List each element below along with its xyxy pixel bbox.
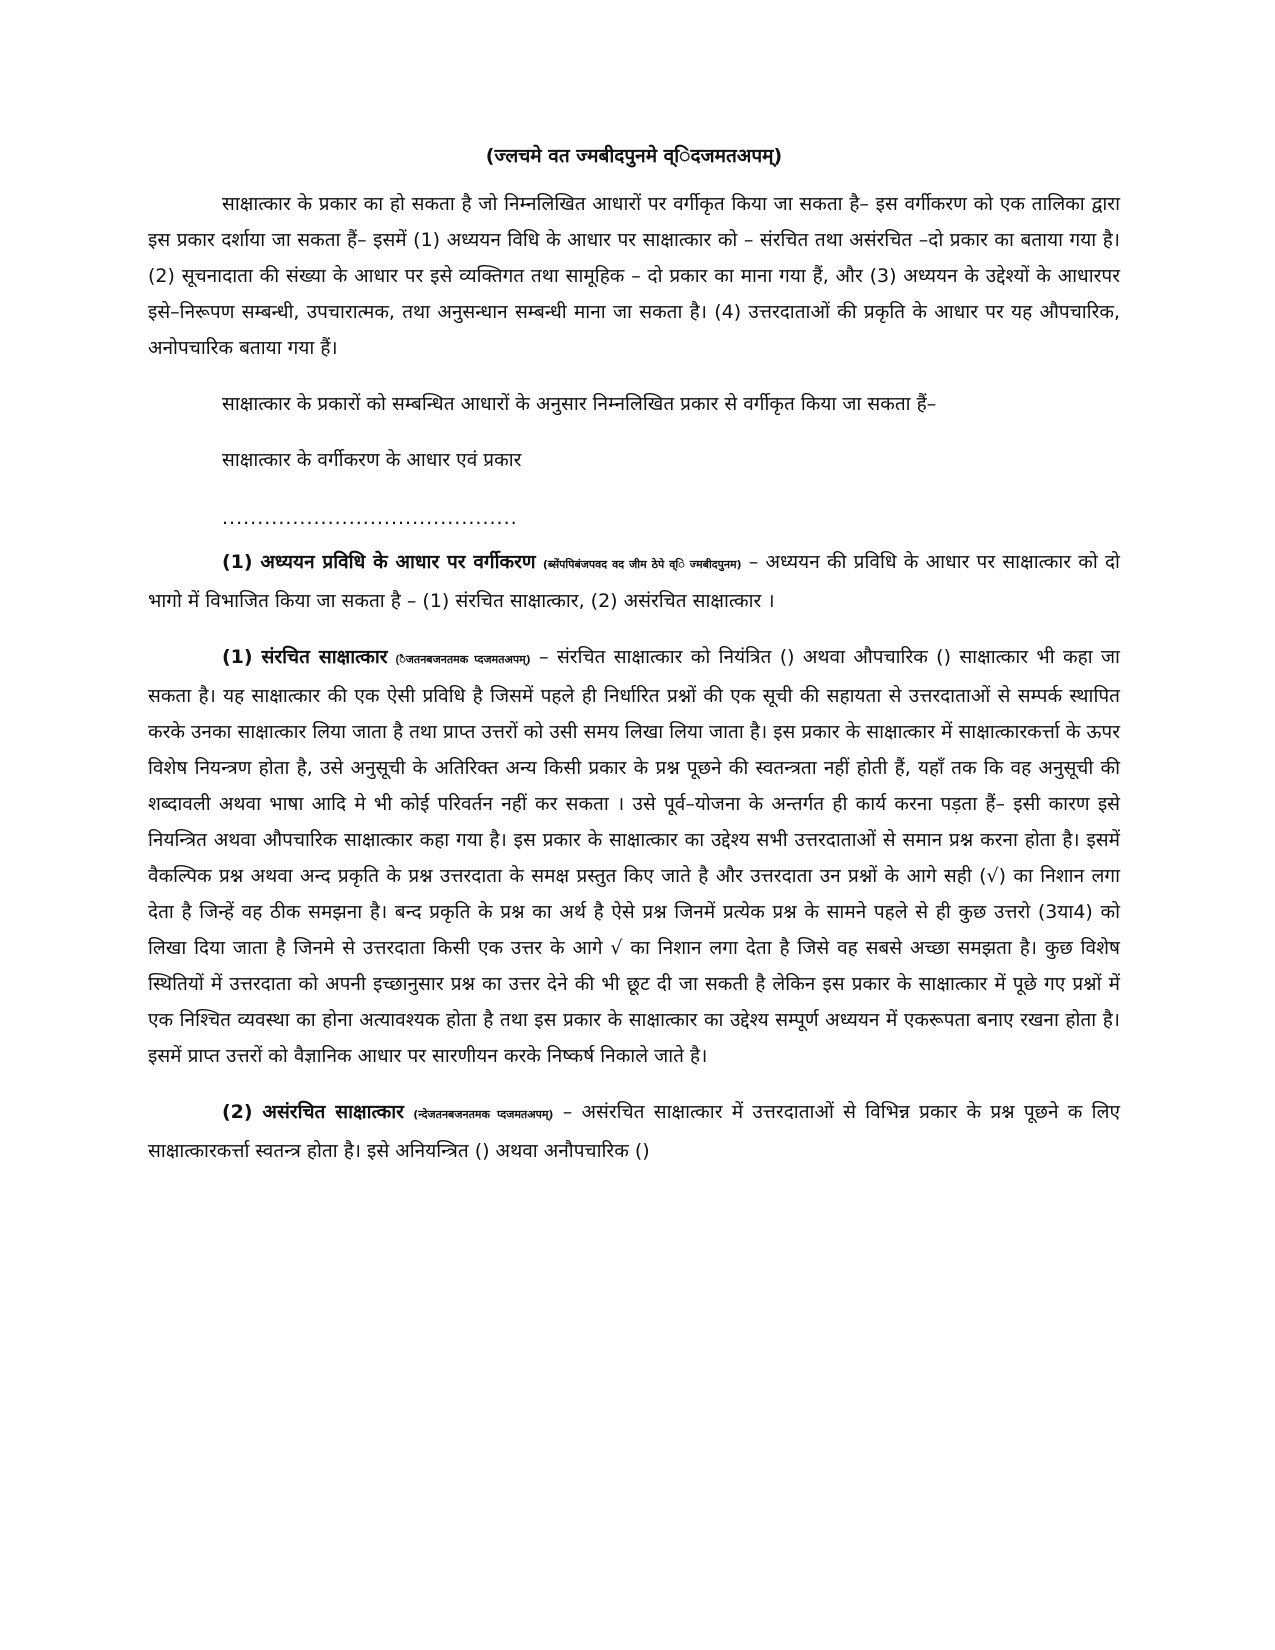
intro-paragraph-2: साक्षात्कार के प्रकारों को सम्बन्धित आधारों के अनुसार निम्नलिखित प्रकार से वर्गीकृत किया जा सकता हैं– (222, 393, 937, 415)
document-page (148, 136, 1120, 1189)
section-structured-interview (148, 639, 1120, 1074)
section-subtitle: (ैजतनबजनतमक प्दजमतअपम्) (395, 653, 531, 666)
section-text: – अध्ययन की प्रविधि के आधार पर साक्षात्कार को दो भागो में विभाजित किया जा सकता है – (1) संरचित साक्षात्कार, (2) असंरचित साक्षात्कार । (148, 551, 1120, 612)
section-heading: (2) असंरचित साक्षात्कार (222, 1101, 404, 1123)
section-unstructured-interview (148, 1094, 1120, 1169)
section-text: – संरचित साक्षात्कार को नियंत्रित () अथवा औपचारिक () साक्षात्कार भी कहा जा सकता है। यह साक्षात्कार की एक ऐसी प्रविधि है जिसमें पहले ही निर्धारित प्रश्नों की एक सूची की सहायता से उत्तरदाताओं से सम्पर्क स्थापित करके उनका साक्षात्कार लिया जाता है तथा प्राप्त उत्तरों को उसी समय लिखा लिया जाता है। इस प्रकार के साक्षात्कार में साक्षात्कारकर्त्ता के ऊपर विशेष नियन्त्रण होता है, उसे अनुसूची के अतिरिक्त अन्य किसी प्रकार के प्रश्न पूछने की स्वतन्त्रता नहीं होती हैं, यहाँ तक कि वह अनुसूची की शब्दावली अथवा भाषा आदि मे भी कोई परिवर्तन नहीं कर सकता । उसे पूर्व–योजना के अन्तर्गत ही कार्य करना पड़ता हैं– इसी कारण इसे नियन्त्रित अथवा औपचारिक साक्षात्कार कहा गया है। इस प्रकार के साक्षात्कार का उद्देश्य सभी उत्तरदाताओं से समान प्रश्न करना होता है। इसमें वैकल्पिक प्रश्न अथवा अन्द प्रकृति के प्रश्न उत्तरदाता के समक्ष प्रस्तुत किए जाते है और उत्तरदाता उन प्रश्नों के आगे सही (√) का निशान लगा देता है जिन्हें वह ठीक समझना है। बन्द प्रकृति के प्रश्न का अर्थ है ऐसे प्रश्न जिनमें प्रत्येक प्रश्न के सामने पहले से ही कुछ उत्तरो (3या4) को लिखा दिया जाता है जिनमे से उत्तरदाता किसी एक उत्तर के आगे √ का निशान लगा देता है जिसे वह सबसे अच्छा समझता है। कुछ विशेष स्थितियों में उत्तरदाता को अपनी इच्छानुसार प्रश्न का उत्तर देने की भी छूट दी जा सकती है लेकिन इस प्रकार के साक्षात्कार में पूछे गए प्रश्नों में एक निश्चित व्यवस्था का होना अत्यावश्यक होता है तथा इस प्रकार के साक्षात्कार का उद्देश्य सम्पूर्ण अध्ययन में एकरूपता बनाए रखना होता है। इसमें प्राप्त उत्तरों को वैज्ञानिक आधार पर सारणीयन करके निष्कर्ष निकाले जाते है। (148, 646, 1120, 1067)
section-subtitle: (न्देजतनबजनतमक प्दजमतअपम्) (413, 1108, 554, 1121)
intro-paragraph-1: साक्षात्कार के प्रकार का हो सकता है जो निम्नलिखित आधारों पर वर्गीकृत किया जा सकता है– इस वर्गीकरण को एक तालिका द्वारा इस प्रकार दर्शाया जा सकता हैं– इसमें (1) अध्ययन विधि के आधार पर साक्षात्कार को – संरचित तथा असंरचित –दो प्रकार का बताया गया है। (2) सूचनादाता की संख्या के आधार पर इसे व्यक्तिगत तथा सामूहिक – दो प्रकार का माना गया हैं, और (3) अध्ययन के उद्देश्यों के आधारपर इसे–निरूपण सम्बन्धी, उपचारात्मक, तथा अनुसन्धान सम्बन्धी माना जा सकता है। (4) उत्तरदाताओं की प्रकृति के आधार पर यह औपचारिक, अनोपचारिक बताया गया हैं। (148, 193, 1120, 359)
document-title: (ज्लचमे वत ज्मबीदपुनमे व्िदजमतअपम्) (485, 145, 783, 167)
section-text: – असंरचित साक्षात्कार में उत्तरदाताओं से विभिन्न प्रकार के प्रश्न पूछने क लिए साक्षात्कारकर्त्ता स्वतन्त्र होता है। इसे अनियन्त्रित () अथवा अनौपचारिक () (148, 1101, 1120, 1162)
section-heading: (1) संरचित साक्षात्कार (222, 646, 388, 668)
section-heading: (1) अध्ययन प्रविधि के आधार पर वर्गीकरण (222, 551, 536, 573)
section-subtitle: (ब्सेंपपिबंजपवद वद जीम ठेपे व्ि ज्मबीदपुनम) (542, 558, 742, 571)
section-study-method (148, 544, 1120, 619)
classification-caption: साक्षात्कार के वर्गीकरण के आधार एवं प्रकार (222, 449, 522, 471)
dotted-placeholder: .......................................... (222, 507, 518, 529)
